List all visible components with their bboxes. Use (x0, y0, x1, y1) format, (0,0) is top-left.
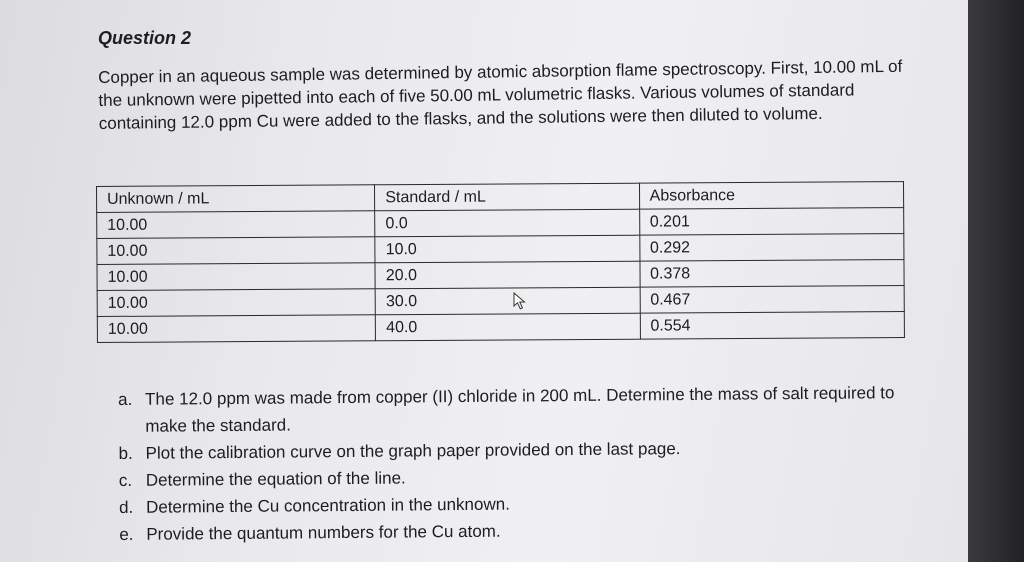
item-text: Determine the Cu concentration in the unknown. (145, 494, 510, 517)
item-letter: a. (118, 389, 133, 409)
mouse-pointer-icon (513, 292, 527, 310)
cell-standard: 20.0 (375, 261, 639, 289)
question-title: Question 2 (98, 28, 192, 48)
cell-unknown: 10.00 (97, 237, 375, 265)
cell-absorbance: 0.292 (639, 234, 904, 262)
header-standard: Standard / mL (375, 183, 639, 211)
cell-absorbance: 0.554 (640, 312, 905, 340)
cell-unknown: 10.00 (97, 211, 375, 239)
list-item (118, 379, 918, 440)
background-edge (968, 0, 1024, 562)
cell-unknown: 10.00 (97, 263, 375, 291)
item-text: Provide the quantum numbers for the Cu atom. (146, 521, 501, 544)
cell-standard: 10.0 (375, 235, 639, 263)
cell-absorbance: 0.378 (640, 260, 905, 288)
cell-standard: 40.0 (376, 313, 640, 341)
header-absorbance: Absorbance (639, 182, 904, 210)
header-unknown: Unknown / mL (97, 185, 375, 213)
list-item (119, 514, 919, 548)
cell-absorbance: 0.201 (639, 208, 904, 236)
item-letter: b. (118, 443, 133, 463)
cell-unknown: 10.00 (97, 289, 375, 317)
data-table (96, 181, 905, 343)
question-list (118, 379, 919, 548)
cell-standard: 0.0 (375, 209, 639, 237)
item-text: Plot the calibration curve on the graph paper provided on the last page. (145, 439, 681, 463)
cell-unknown: 10.00 (97, 315, 375, 343)
question-intro: Copper in an aqueous sample was determined by atomic absorption flame spectroscopy. First, 10.00 mL of the unknown were pipetted into each of five 50.00 mL volumetric flasks. Various volumes of standard containing 12.0 ppm Cu were added to the flasks, and the solutions were then diluted to volume. (98, 56, 903, 133)
cell-standard: 30.0 (375, 287, 639, 315)
item-text: The 12.0 ppm was made from copper (II) chloride in 200 mL. Determine the mass of salt required to make the standard. (145, 383, 895, 436)
cell-absorbance: 0.467 (640, 286, 905, 314)
item-letter: c. (118, 470, 133, 490)
table-row (97, 312, 904, 343)
item-letter: e. (119, 524, 134, 544)
item-letter: d. (118, 497, 134, 517)
item-text: Determine the equation of the line. (145, 468, 406, 490)
